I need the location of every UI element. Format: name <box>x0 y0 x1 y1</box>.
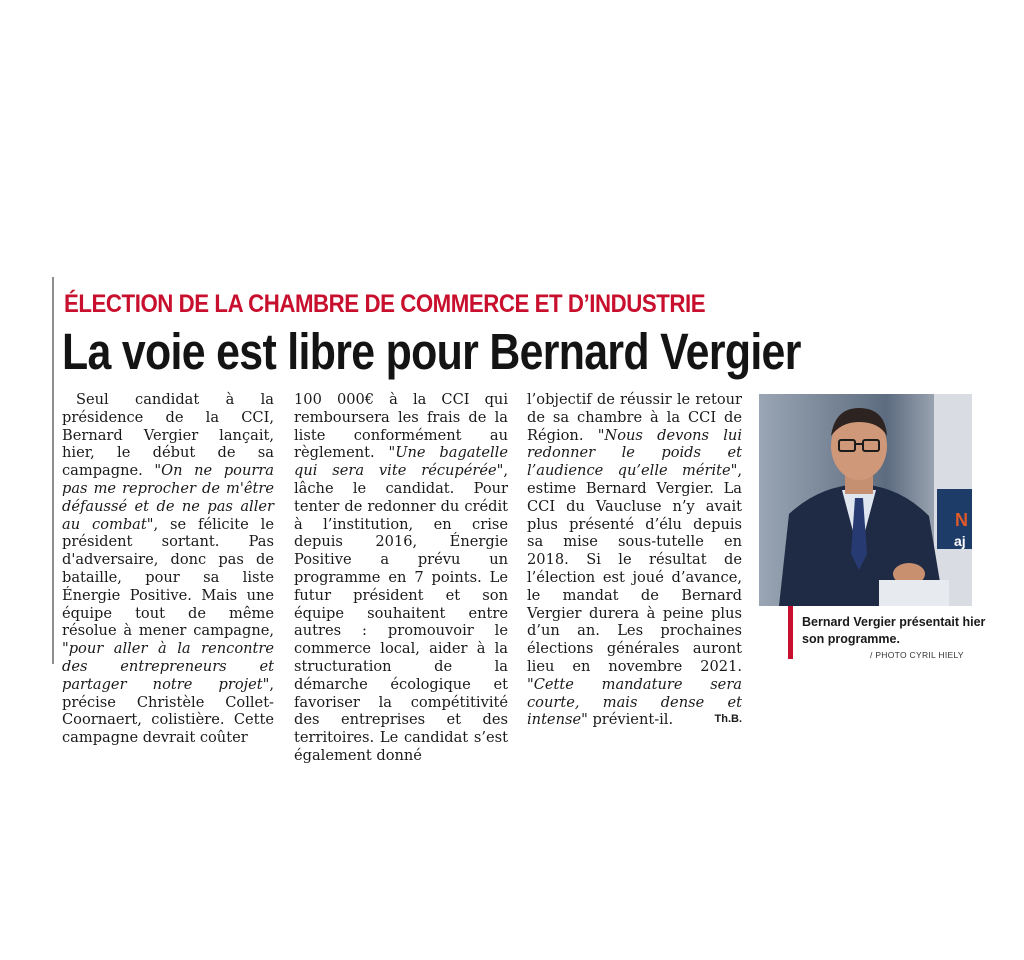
article-headline: La voie est libre pour Bernard Vergier <box>62 323 801 380</box>
svg-text:aj: aj <box>954 533 966 549</box>
quote: Cette mandature sera courte, mais dense et intense <box>527 675 742 729</box>
photo-credit: / PHOTO CYRIL HIELY <box>870 650 964 660</box>
svg-text:N: N <box>955 510 968 530</box>
photo-caption: Bernard Vergier présentait hier son programme. <box>802 615 986 646</box>
quote: Nous devons lui redonner le poids et l’audience qu’elle mérite <box>527 426 742 480</box>
body-text: ", se félicite le président sortant. Pas d'adversaire, donc pas de bataille, pour sa liste Énergie Positive. Mais une équipe tout de même résolue à mener campagne, " <box>62 515 274 658</box>
body-column-1 <box>62 391 274 747</box>
body-column-2 <box>294 391 508 765</box>
body-column-3 <box>527 391 742 729</box>
body-text: l’objectif de réussir le retour de sa chambre à la CCI de Région. " <box>527 391 742 444</box>
body-text: ", lâche le candidat. Pour tenter de redonner du crédit à l’institution, en crise depuis 2016, Énergie Positive a prévu un programme en 7 points. Le futur président et son équipe souhaitent entre autres : promouvoir le commerce local, aider à la structuration de la démarche écologique et favoriser la compétitivité des entreprises et des territoires. Le candidat s’est également donné <box>294 462 508 764</box>
column-rule <box>52 277 54 664</box>
author-signature: Th.B. <box>714 713 742 726</box>
body-text: ", estime Bernard Vergier. La CCI du Vaucluse n’y avait plus présenté d’élu depuis sa mise sous-tutelle en 2018. Si le résultat de l’élection est joué d’avance, le mandat de Bernard Vergier durera à peine plus d’un an. Les prochaines élections générales auront lieu en novembre 2021. " <box>527 462 742 693</box>
article-photo <box>759 394 972 606</box>
quote: Une bagatelle qui sera vite récupérée <box>294 444 508 480</box>
body-text: " prévient-il. <box>581 711 674 729</box>
body-text: 100 000€ à la CCI qui remboursera les frais de la liste conformément au règlement. " <box>294 391 508 462</box>
body-text: Seul candidat à la présidence de la CCI, Bernard Vergier lançait, hier, le début de sa campagne. " <box>62 391 274 480</box>
caption-accent-bar <box>788 606 793 659</box>
body-text: ", précise Christèle Collet-Coornaert, colistière. Cette campagne devrait coûter <box>62 675 274 747</box>
article-kicker: ÉLECTION DE LA CHAMBRE DE COMMERCE ET D’INDUSTRIE <box>64 290 706 318</box>
quote: pour aller à la rencontre des entrepreneurs et partager notre projet <box>62 640 274 693</box>
quote: On ne pourra pas me reprocher de m'être défaussé et de ne pas aller au combat <box>62 462 275 533</box>
